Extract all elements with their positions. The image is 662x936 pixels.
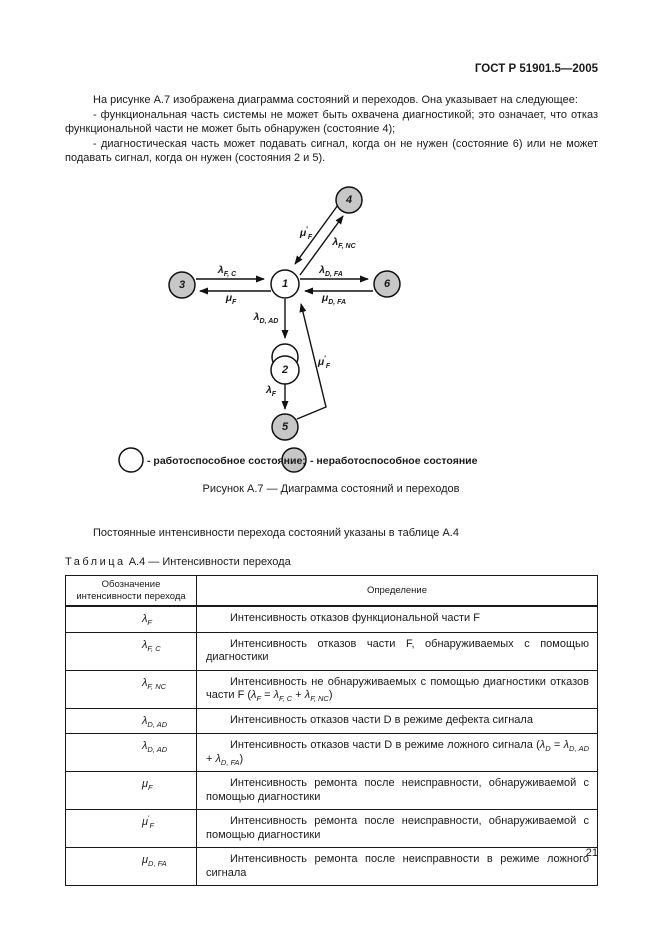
diagram-graphics	[0, 180, 662, 480]
state-3-number: 3	[178, 279, 186, 291]
intro-lead: На рисунке А.7 изображена диаграмма состояний и переходов. Она указывает на следующее:	[93, 94, 578, 106]
figure-caption: Рисунок А.7 — Диаграмма состояний и переходов	[202, 483, 460, 495]
edge-label-mu-prime-f-top: $\mu'_F$	[299, 226, 313, 242]
table-header-row	[66, 576, 598, 607]
edge-label-lambda-dfa: $\lambda_{D, FA}$	[319, 264, 343, 279]
definition-cell: Интенсивность ремонта после неисправности в режиме ложного сигнала	[197, 848, 598, 886]
edge-label-mu-dfa: $\mu_{D, FA}$	[321, 292, 347, 307]
table-row	[66, 772, 598, 810]
state-1-number: 1	[281, 278, 289, 290]
symbol-column-header: Обозначение интенсивности перехода	[66, 576, 197, 607]
table-row	[66, 734, 598, 772]
definition-cell: Интенсивность отказов части F, обнаруживаемых с помощью диагностики	[197, 632, 598, 670]
definition-cell: Интенсивность отказов функциональной части F	[197, 606, 598, 632]
definition-cell: Интенсивность отказов части D в режиме дефекта сигнала	[197, 708, 598, 734]
table-note: Постоянные интенсивности перехода состояний указаны в таблице А.4	[93, 527, 459, 539]
page-number: 21	[585, 847, 598, 859]
edge-label-mu-prime-f-side: $\mu'_F$	[317, 355, 331, 371]
intro-text	[65, 93, 598, 166]
transition-symbol-cell: $\lambda_{D, AD}$	[66, 708, 197, 734]
definition-cell: Интенсивность не обнаруживаемых с помощью диагностики отказов части F $(\lambda_F = \lambda_{F, C} + \lambda_{F, NC})$	[197, 670, 598, 708]
table-row	[66, 848, 598, 886]
definition-cell: Интенсивность ремонта после неисправности, обнаруживаемой с помощью диагностики	[197, 772, 598, 810]
table-row	[66, 632, 598, 670]
edge-label-lambda-dad: $\lambda_{D, AD}$	[253, 311, 279, 326]
state-5-number: 5	[281, 421, 289, 433]
transition-symbol-cell: $\lambda_{D, AD}$	[66, 734, 197, 772]
edge-label-lambda-fc: $\lambda_{F, C}$	[217, 264, 237, 279]
edge-label-mu-f: $\mu_F$	[225, 292, 237, 307]
state-2-number: 2	[281, 364, 289, 376]
legend-inoperable-label: - неработоспособное состояние	[310, 455, 478, 467]
transition-symbol-cell: $\lambda_{F, NC}$	[66, 670, 197, 708]
definition-cell: Интенсивность отказов части D в режиме ложного сигнала $(\lambda_D = \lambda_{D, AD} + \lambda_{D, FA})$	[197, 734, 598, 772]
transition-symbol-cell: $\lambda_{F, C}$	[66, 632, 197, 670]
legend-operable-circle	[119, 448, 143, 472]
transition-symbol-cell: $\mu'_F$	[66, 810, 197, 848]
table-row	[66, 708, 598, 734]
table-caption	[65, 556, 291, 568]
standard-designation: ГОСТ Р 51901.5—2005	[474, 63, 598, 75]
edge-label-lambda-f: $\lambda_F$	[265, 384, 277, 399]
transition-symbol-cell: $\mu_F$	[66, 772, 197, 810]
table-caption-title: А.4 — Интенсивности перехода	[128, 556, 291, 568]
transition-symbol-cell: $\mu_{D, FA}$	[66, 848, 197, 886]
table-row	[66, 670, 598, 708]
legend-operable-label: - работоспособное состояние;	[147, 455, 306, 467]
definition-cell: Интенсивность ремонта после неисправности, обнаруживаемой с помощью диагностики	[197, 810, 598, 848]
definition-column-header: Определение	[197, 576, 598, 607]
table-caption-label: Таблица	[65, 556, 126, 568]
state-6-number: 6	[383, 278, 391, 290]
intensities-table	[65, 575, 598, 886]
table-row	[66, 810, 598, 848]
state-transition-diagram	[0, 180, 662, 480]
intro-item-2: - диагностическая часть может подавать сигнал, когда он не нужен (состояние 6) или не может подавать сигнал, когда он нужен (состояния 2 и 5).	[65, 137, 598, 165]
edge-label-lambda-fnc: $\lambda_{F, NC}$	[332, 236, 356, 251]
table-row	[66, 606, 598, 632]
transition-symbol-cell: $\lambda_F$	[66, 606, 197, 632]
state-4-number: 4	[345, 194, 353, 206]
intro-item-1: - функциональная часть системы не может быть охвачена диагностикой; это означает, что отказ функциональной части не может быть обнаружен (состояние 4);	[65, 108, 598, 136]
table-body	[66, 606, 598, 886]
